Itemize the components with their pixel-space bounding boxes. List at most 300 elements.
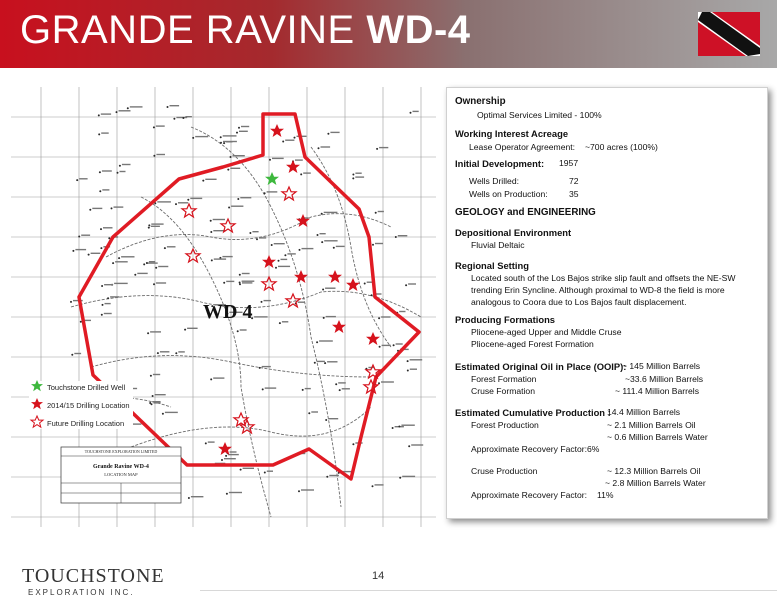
well-label-mark [281,259,288,260]
regional-line-1: Located south of the Los Bajos strike slip fault and offsets the NE-SW [471,273,736,283]
slide-header [0,0,777,68]
well-dot [127,107,129,109]
well-dot [211,259,213,261]
well-label-mark [228,454,239,455]
well-dot [321,241,323,243]
well-dot [259,367,261,369]
well-label-mark [325,288,335,289]
title-block-sub: LOCATION MAP [104,472,138,477]
well-label-mark [326,316,336,317]
well-label-mark [223,141,237,142]
well-dot [321,213,323,215]
well-label-mark [170,105,180,106]
well-dot [117,172,119,174]
well-dot [184,329,186,331]
well-label-mark [149,261,155,262]
well-dot [100,228,102,230]
field-label: WD 4 [203,301,253,323]
well-label-mark [381,381,394,382]
well-dot [223,282,225,284]
arf-1-label: Approximate Recovery Factor: [471,444,588,454]
init-dev-value: 1957 [559,158,579,168]
well-label-mark [302,248,314,249]
well-label-mark [381,316,390,317]
touchstone-logo [22,565,165,597]
cruse-formation-value: ~ 111.4 Million Barrels [615,386,699,396]
well-label-mark [265,387,277,388]
producing-line-2: Pliocene-aged Forest Formation [471,339,594,349]
well-label-mark [153,374,160,375]
well-dot [119,165,121,167]
well-label-mark [150,331,161,332]
well-dot [269,159,271,161]
well-dot [300,173,302,175]
well-label-mark [214,258,226,259]
well-dot [261,301,263,303]
well-label-mark [151,223,163,224]
well-dot [98,114,100,116]
map-legend [29,380,133,429]
forest-formation-label: Forest Formation [471,374,537,384]
well-dot [399,477,401,479]
well-dot [240,469,242,471]
well-dot [352,443,354,445]
well-label-mark [229,492,242,493]
well-label-mark [213,219,225,220]
well-dot [226,493,228,495]
title-main: GRANDE RAVINE [20,8,367,52]
forest-production-oil: ~ 2.1 Million Barrels Oil [607,420,696,430]
well-label-mark [254,316,268,317]
well-label-mark [413,111,419,112]
logo-sub: EXPLORATION INC. [28,588,135,597]
well-dot [72,250,74,252]
well-dot [282,141,284,143]
well-label-mark [156,282,166,283]
well-label-mark [379,147,388,148]
well-dot [236,132,238,134]
well-dot [210,220,212,222]
well-label-mark [262,366,271,367]
well-label-mark [317,361,325,362]
well-label-mark [230,451,237,452]
well-label-mark [410,369,417,370]
well-label-mark [178,202,188,203]
well-label-mark [130,106,143,107]
well-label-mark [231,206,243,207]
well-label-mark [137,273,147,274]
well-dot [89,209,91,211]
well-dot [147,332,149,334]
well-label-mark [158,266,168,267]
well-dot [264,472,266,474]
well-dot [102,304,104,306]
well-label-mark [104,313,112,314]
well-label-mark [411,444,423,445]
well-dot [148,224,150,226]
well-label-mark [79,178,87,179]
well-dot [407,360,409,362]
well-label-mark [241,126,249,127]
well-dot [302,389,304,391]
well-label-mark [378,211,384,212]
well-label-mark [122,164,131,165]
title-block-name: Grande Ravine WD-4 [93,464,149,470]
well-dot [372,485,374,487]
ooip-value: ~ 145 Million Barrels [622,361,701,371]
well-dot [395,236,397,238]
well-label-mark [240,329,247,330]
well-dot [364,283,366,285]
well-dot [308,412,310,414]
well-label-mark [178,351,185,352]
well-label-mark [252,231,258,232]
well-dot [237,330,239,332]
well-dot [162,413,164,415]
well-dot [237,198,239,200]
field-info-panel [446,87,768,519]
well-dot [71,354,73,356]
well-label-mark [74,353,81,354]
well-dot [188,497,190,499]
well-dot [333,247,335,249]
well-dot [220,142,222,144]
well-dot [153,155,155,157]
well-dot [275,267,277,269]
cruse-production-label: Cruse Production [471,466,538,476]
well-label-mark [115,261,128,262]
well-label-mark [213,377,224,378]
well-dot [238,127,240,129]
well-dot [230,156,232,158]
well-dot [112,262,114,264]
well-dot [371,294,373,296]
well-label-mark [295,159,303,160]
well-dot [157,352,159,354]
well-label-mark [101,132,109,133]
well-label-mark [224,458,236,459]
well-dot [99,190,101,192]
geology-heading: GEOLOGY and ENGINEERING [455,207,596,218]
well-label-mark [165,412,178,413]
well-label-mark [355,176,364,177]
well-label-mark [223,135,237,136]
well-label-mark [146,262,158,263]
well-dot [88,254,90,256]
wia-label: Lease Operator Agreement: [469,142,576,152]
well-dot [376,148,378,150]
well-dot [352,174,354,176]
well-dot [339,389,341,391]
well-dot [239,282,241,284]
dep-env-value: Fluvial Deltaic [471,240,525,250]
legend-future-label: Future Drilling Location [47,419,125,428]
well-label-mark [375,484,384,485]
well-label-mark [285,140,294,141]
well-label-mark [104,284,113,285]
well-label-mark [195,136,208,137]
well-dot [101,314,103,316]
producing-heading: Producing Formations [455,314,556,325]
well-dot [164,247,166,249]
well-dot [202,180,204,182]
location-map [11,87,436,527]
wells-drilled-value: 72 [569,176,579,186]
well-dot [99,171,101,173]
forest-production-water: ~ 0.6 Million Barrels Water [607,432,708,442]
well-dot [405,284,407,286]
well-label-mark [336,246,345,247]
well-dot [324,362,326,364]
ooip-label: Estimated Original Oil in Place (OOIP): [455,361,627,372]
well-label-mark [120,171,126,172]
well-dot [322,289,324,291]
legend-2014-label: 2014/15 Drilling Location [47,401,130,410]
well-dot [155,267,157,269]
well-dot [118,257,120,259]
ownership-value: Optimal Services Limited - 100% [477,110,602,120]
well-label-mark [399,311,405,312]
well-dot [379,346,381,348]
well-dot [378,382,380,384]
well-label-mark [242,282,252,283]
well-dot [264,192,266,194]
well-label-mark [185,116,192,117]
well-label-mark [167,246,176,247]
arf-2-value: 11% [597,490,614,500]
well-label-mark [267,471,273,472]
well-label-mark [303,172,311,173]
well-label-mark [375,243,383,244]
title-bold: WD-4 [366,8,471,52]
well-label-mark [92,208,102,209]
well-label-mark [305,388,311,389]
cumulative-label: Estimated Cumulative Production : [455,407,611,418]
well-label-mark [338,382,346,383]
logo-brand: TOUCHSTONE [22,565,165,587]
well-dot [107,297,109,299]
well-label-mark [408,283,416,284]
well-label-mark [119,110,131,111]
cruse-production-water: ~ 2.8 Million Barrels Water [605,478,706,488]
well-label-mark [240,197,251,198]
cumulative-value: 14.4 Million Barrels [607,407,681,417]
well-dot [134,274,136,276]
well-dot [146,262,148,264]
slide-title [20,8,471,53]
well-dot [393,344,395,346]
well-dot [192,137,194,139]
well-dot [249,232,251,234]
well-dot [298,490,300,492]
init-dev-label: Initial Development: [455,158,545,169]
well-label-mark [152,401,160,402]
well-dot [76,179,78,181]
page-number: 14 [372,570,385,582]
well-dot [294,137,296,139]
regional-heading: Regional Setting [455,260,529,271]
map-title-block [61,447,181,503]
well-dot [228,207,230,209]
well-dot [153,283,155,285]
well-label-mark [208,441,215,442]
well-label-mark [382,345,391,346]
well-label-mark [298,302,305,303]
well-label-mark [121,256,134,257]
well-label-mark [320,233,326,234]
regional-line-2: trending Erin Syncline. Although proximal to WD-8 the field is more [471,285,725,295]
well-dot [239,283,241,285]
well-dot [256,238,258,240]
cruse-production-oil: ~ 12.3 Million Barrels Oil [607,466,701,476]
well-dot [101,285,103,287]
well-dot [279,322,281,324]
well-dot [284,254,286,256]
well-label-mark [222,256,232,257]
well-label-mark [264,300,271,301]
well-dot [98,133,100,135]
producing-line-1: Pliocene-aged Upper and Middle Cruse [471,327,622,337]
well-dot [314,362,316,364]
well-label-mark [114,283,128,284]
well-dot [143,263,145,265]
well-label-mark [243,468,254,469]
well-dot [325,419,327,421]
well-label-mark [156,125,165,126]
well-label-mark [259,237,266,238]
well-dot [407,370,409,372]
footer-divider [200,590,777,591]
wells-prod-value: 35 [569,189,579,199]
well-label-mark [342,388,350,389]
well-dot [392,427,394,429]
well-label-mark [151,226,160,227]
well-label-mark [242,273,250,274]
well-label-mark [226,281,234,282]
well-dot [182,117,184,119]
well-dot [352,177,354,179]
legend-drilled-label: Touchstone Drilled Well [47,383,126,392]
well-dot [167,106,169,108]
well-dot [149,402,151,404]
well-dot [100,247,102,249]
well-dot [152,395,154,397]
well-dot [378,317,380,319]
dep-env-heading: Depositional Environment [455,227,572,238]
regional-line-3: analogous to Coora due to Los Bajos fault displacement. [471,297,687,307]
well-label-mark [156,154,165,155]
well-label-mark [398,235,408,236]
well-dot [223,142,225,144]
well-label-mark [278,266,290,267]
well-dot [410,112,412,114]
well-label-mark [321,146,331,147]
well-dot [175,352,177,354]
well-label-mark [75,249,86,250]
well-dot [175,203,177,205]
well-dot [173,118,175,120]
well-label-mark [233,155,245,156]
well-dot [111,207,113,209]
well-dot [210,231,212,233]
well-dot [239,274,241,276]
well-dot [278,260,280,262]
well-label-mark [191,496,204,497]
cruse-formation-label: Cruse Formation [471,386,535,396]
well-dot [70,301,72,303]
well-label-mark [396,343,403,344]
forest-formation-value: ~33.6 Million Barrels [625,374,704,384]
well-dot [78,236,80,238]
well-label-mark [154,402,161,403]
well-dot [372,244,374,246]
wia-heading: Working Interest Acreage [455,128,569,139]
well-label-mark [319,340,333,341]
well-label-mark [328,418,338,419]
well-dot [316,341,318,343]
well-dot [80,321,82,323]
well-dot [326,476,328,478]
well-dot [225,455,227,457]
well-dot [148,227,150,229]
well-label-mark [110,296,119,297]
well-label-mark [230,168,240,169]
well-label-mark [205,179,216,180]
well-label-mark [329,475,339,476]
well-label-mark [105,303,111,304]
well-label-mark [301,489,314,490]
well-label-mark [401,425,414,426]
well-dot [153,126,155,128]
well-label-mark [155,394,166,395]
forest-production-label: Forest Production [471,420,539,430]
well-label-mark [355,173,361,174]
well-label-mark [282,321,288,322]
well-dot [205,442,207,444]
well-label-mark [101,113,111,114]
well-label-mark [114,206,124,207]
well-label-mark [324,240,337,241]
well-dot [408,445,410,447]
well-dot [335,383,337,385]
title-block-company: TOUCHSTONE EXPLORATION LIMITED [84,449,158,454]
well-label-mark [239,131,248,132]
wells-prod-label: Wells on Production: [469,189,548,199]
well-label-mark [410,359,423,360]
well-label-mark [330,132,339,133]
well-dot [150,375,152,377]
arf-1-value: 6% [587,444,600,454]
well-label-mark [102,170,112,171]
well-dot [327,133,329,135]
well-dot [375,212,377,214]
well-dot [210,378,212,380]
well-label-mark [311,411,318,412]
well-label-mark [190,198,202,199]
well-label-mark [402,476,415,477]
well-label-mark [103,227,113,228]
ownership-heading: Ownership [455,96,506,107]
well-label-mark [287,253,295,254]
well-dot [220,136,222,138]
well-label-mark [324,212,338,213]
well-label-mark [267,191,278,192]
well-label-mark [157,201,171,202]
well-label-mark [242,281,255,282]
well-dot [398,426,400,428]
well-label-mark [81,235,90,236]
wia-value: ~700 acres (100%) [585,142,658,152]
